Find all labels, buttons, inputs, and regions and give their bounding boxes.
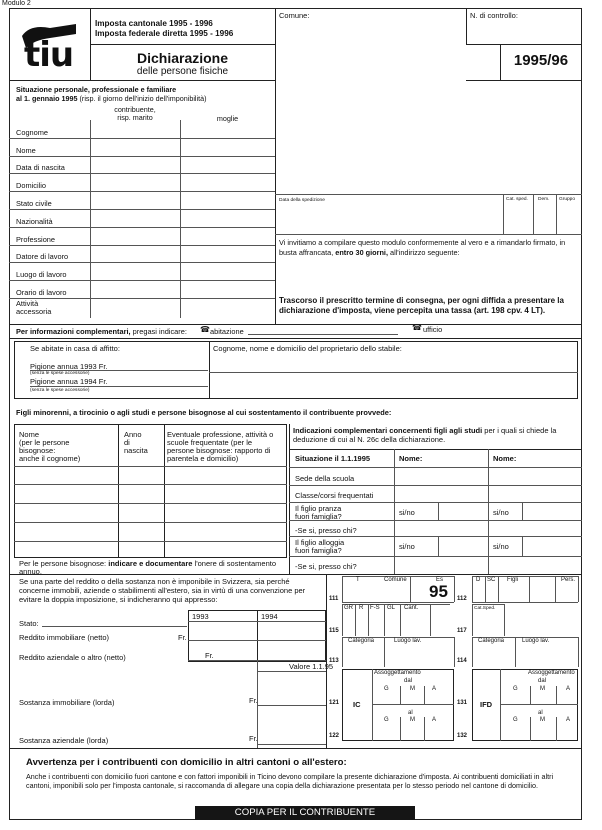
row-label: Data di nascita [16,163,65,172]
code-112: 112 [457,596,467,602]
ufficio-label: ufficio [423,325,443,334]
abitazione-label: abitazione [210,327,244,336]
data-spedizione-label: Data della spedizione [279,198,325,203]
col-moglie: moglie [216,114,239,123]
svg-text:tiu: tiu [24,35,74,70]
assogg-ifd-label: Assoggettamento [528,670,575,676]
invito-text: Vi invitiamo a compilare questo modulo conformemente al vero e a rimandarlo firmato, in busta affrancata, entro 30 giorni, all'indirizzo seguente: [279,238,566,257]
code-cant: Cant. [404,605,419,611]
col-1994: 1994 [261,612,278,621]
pranza-sino-1: si/no [399,508,415,517]
code-114: 114 [457,658,467,664]
avvertenza-text: Anche i contribuenti con domicilio fuori cantone e con fattori imponibili in Ticino devono compilare la presente dichiarazione d'imposta. Ai contribuenti domiciliati in altri cantoni, imponibili solo per l'imposta cantonale, si raccomanda di allegare una copia della dichiarazione presentata per lo stesso periodo nel cantone di domicilio. [26,772,554,790]
gruppo-label: Gruppo [559,197,575,202]
code-115: 115 [329,628,339,634]
pranza-label: Il figlio pranza fuori famiglia? [295,504,342,521]
m-ifd-2: M [540,717,545,723]
row-label: Professione [16,235,56,244]
dal-ic-label: dal [404,678,413,684]
situazione-subtitle: al 1. gennaio 1995 (risp. il giorno dell'inizio dell'imponibilità) [16,94,207,103]
assogg-ic-label: Assoggettamento [374,670,421,676]
valore-label: Valore 1.1.95 [289,662,334,671]
code-t: T [356,577,360,583]
row-attivita-accessoria: Attività accessoria [16,299,52,316]
row-divider [9,245,275,246]
row-divider [9,298,275,299]
row-divider [9,138,275,139]
col-contribuente: contribuente, risp. marito [114,105,156,122]
termine-text: Trascorso il prescritto termine di consegna, per ogni diffida a presentare la dichiarazione d'imposta, viene percepita una tassa (art. 198 cpv. 4 LT). [279,296,564,315]
row-divider [9,280,275,281]
fr-label-4: Fr. [249,734,258,743]
affitto-question: Se abitate in casa di affitto: [30,344,120,353]
col-professione: Eventuale professione, attività o scuole frequentate (per le persone bisognose: rapporto di parentela e domicilio) [167,430,274,463]
stato-label: Stato: [19,619,39,628]
form-title: Dichiarazione [136,50,229,66]
reddito-immobiliare-label: Reddito immobiliare (netto) [19,633,110,642]
code-es-value: 95 [429,582,448,601]
g-ic-2: G [384,717,389,723]
figli-title: Figli minorenni, a tirocinio o agli studi e persone bisognose al cui sostentamento il contribuente provvede: [16,408,392,417]
m-ifd-1: M [540,686,545,692]
row-label: Cognome [16,128,49,137]
fr-label-2: Fr. [205,651,214,660]
alloggia-label: Il figlio alloggia fuori famiglia? [295,538,345,555]
code-d: D [476,577,481,583]
code-fs: F-S [370,605,380,611]
g-ifd-1: G [513,686,518,692]
form-code: Modulo 2 [2,0,31,7]
code-132: 132 [457,733,468,739]
row-divider [9,191,275,192]
m-ic-1: M [410,686,415,692]
fr-label-3: Fr. [249,696,258,705]
pigione-1993: Pigione annua 1993 Fr. [30,362,108,371]
dem-label: Dem. [538,197,550,202]
row-divider [9,156,275,157]
form-subtitle: delle persone fisiche [136,66,229,77]
code-131: 131 [457,700,468,706]
pigione-note-2: (senza le spese accessorie) [30,388,90,393]
situazione-label: Situazione il 1.1.1995 [295,454,371,463]
pigione-1994: Pigione annua 1994 Fr. [30,377,108,386]
tiu-logo [16,18,84,70]
g-ifd-2: G [513,717,518,723]
tax-federal-label: Imposta federale diretta 1995 - 1996 [95,29,234,38]
row-divider [9,209,275,210]
bisognose-note: Per le persone bisognose: indicare e documentare l'onere di sostentamento annuo. [19,559,277,576]
code-121: 121 [329,700,340,706]
row-divider [9,227,275,228]
code-122: 122 [329,733,340,739]
code-111: 111 [329,596,339,602]
row-label: Nazionalità [16,217,53,226]
a-ifd-2: A [566,717,571,723]
code-gr: GR [344,605,353,611]
m-ic-2: M [410,717,415,723]
code-luogo-ifd: Luogo lav. [522,638,550,644]
sostanza-immobiliare-label: Sostanza immobiliare (lorda) [19,698,115,707]
pigione-note-1: (senza le spese accessorie) [30,371,90,376]
col-nome: Nome (per le persone bisognose: anche il cognome) [19,430,81,463]
code-catsped: Cat.Sped. [474,606,496,611]
avvertenza-title: Avvertenza per i contribuenti con domicilio in altri cantoni o all'estero: [26,757,347,768]
reddito-aziendale-label: Reddito aziendale o altro (netto) [19,653,126,662]
code-ifd: IFD [480,700,493,709]
code-categoria-ifd: Categoria [478,638,505,644]
presso-label-2: -Se si, presso chi? [295,562,357,571]
code-figli: Figli [507,577,519,583]
al-ifd-label: al [538,710,543,716]
dal-ifd-label: dal [538,678,547,684]
row-label: Nome [16,146,36,155]
col-1993: 1993 [192,612,209,621]
row-divider [9,262,275,263]
controllo-field-label: N. di controllo: [470,11,518,20]
code-113: 113 [329,658,339,664]
nome-2-label: Nome: [493,454,517,463]
proprietario-label: Cognome, nome e domicilio del proprietario dello stabile: [213,344,402,353]
a-ifd-1: A [566,686,571,692]
complementari-title: Indicazioni complementari concernenti figli agli studi per i quali si chiede la deduzione di cui al N. 26c della dichiarazione. [293,426,557,444]
nome-1-label: Nome: [399,454,423,463]
row-divider [9,173,275,174]
phone-office-icon: ☎ [412,323,422,332]
form-year: 1995/96 [513,52,569,69]
code-sc: SC [487,577,496,583]
code-pers: Pers. [561,577,576,583]
footer-copy-label: COPIA PER IL CONTRIBUENTE [195,806,415,820]
sostanza-aziendale-label: Sostanza aziendale (lorda) [19,736,109,745]
row-label: Luogo di lavoro [16,270,67,279]
code-117: 117 [457,628,467,634]
code-r: R [359,605,364,611]
alloggia-sino-1: si/no [399,542,415,551]
row-label: Stato civile [16,199,52,208]
sede-label: Sede della scuola [295,474,355,483]
row-label: Datore di lavoro [16,252,69,261]
g-ic-1: G [384,686,389,692]
comune-field-label: Comune: [279,11,310,20]
col-anno-nascita: Anno di nascita [124,430,148,455]
row-label: Orario di lavoro [16,288,67,297]
cat-sped-label: Cat. sped. [506,197,528,202]
code-es: Es [436,577,444,583]
presso-label-1: -Se si, presso chi? [295,526,357,535]
a-ic-1: A [432,686,437,692]
al-ic-label: al [408,710,413,716]
phone-home-icon: ☎ [200,325,210,334]
info-label: Per informazioni complementari, pregasi indicare: [16,327,187,336]
code-ic: IC [353,700,361,709]
code-categoria-ic: Categoria [348,638,375,644]
code-gl: GL [387,605,396,611]
pranza-sino-2: si/no [493,508,509,517]
svizzera-text: Se una parte del reddito o della sostanza non è imponibile in Svizzera, sia perché concerne immobili, aziende o stabilimenti all'estero, sia in virtù di una convenzione per evitare la doppia imposizione, si indicheranno qui appresso: [19,577,306,604]
situazione-title: Situazione personale, professionale e familiare [16,85,177,94]
a-ic-2: A [432,717,437,723]
classe-label: Classe/corsi frequentati [295,491,374,500]
tax-cantonal-label: Imposta cantonale 1995 - 1996 [95,19,213,28]
fr-label-1: Fr. [178,633,187,642]
row-label: Domicilio [16,181,46,190]
code-comune: Comune [384,577,407,583]
alloggia-sino-2: si/no [493,542,509,551]
code-luogo-ic: Luogo lav. [394,638,422,644]
